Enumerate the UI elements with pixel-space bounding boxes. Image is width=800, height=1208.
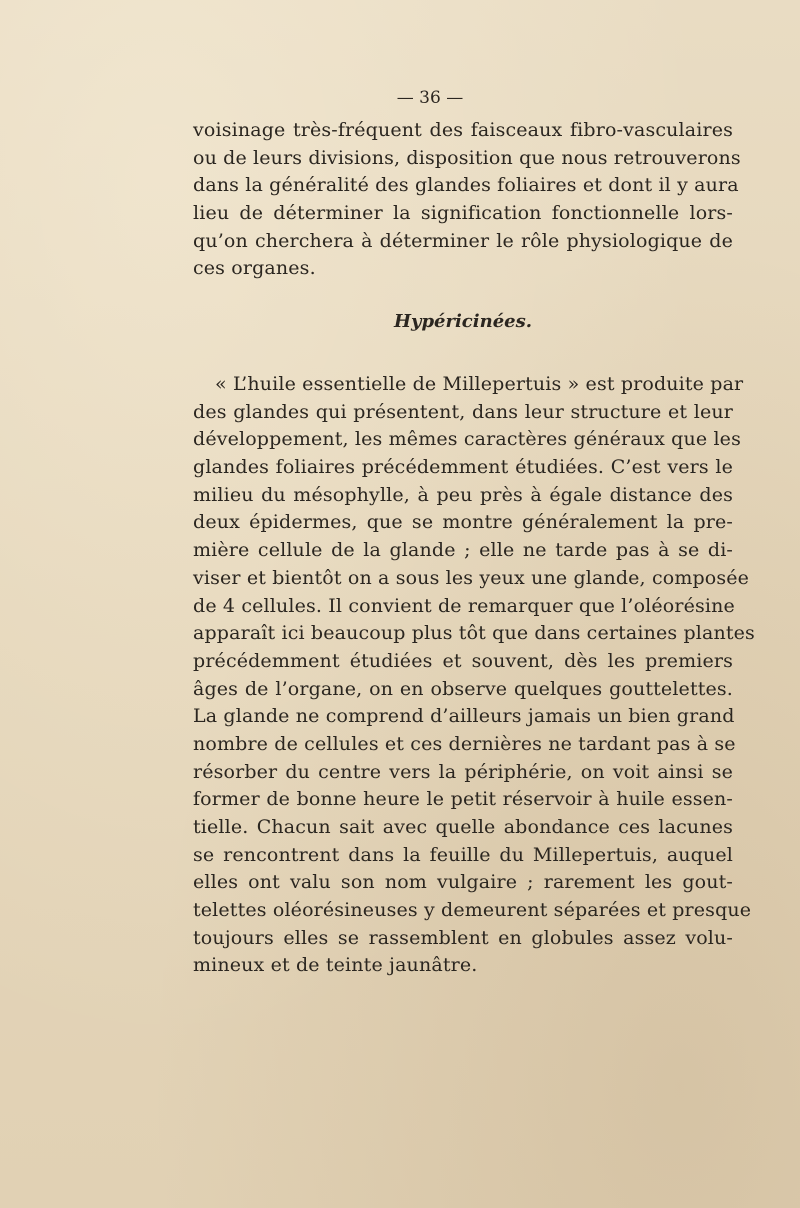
text-line: La glande ne comprend d’ailleurs jamais un bien grand xyxy=(193,705,735,728)
text-line: mière cellule de la glande ; elle ne tarde pas à se di- xyxy=(193,539,733,562)
text-line: elles ont valu son nom vulgaire ; rarement les gout- xyxy=(193,871,733,894)
paragraph-hypericinees xyxy=(193,371,755,980)
text-line: « L’huile essentielle de Millepertuis » est produite par xyxy=(215,373,744,395)
text-line: dans la généralité des glandes foliaires et dont il y aura xyxy=(193,174,739,197)
page-number: — 36 — xyxy=(396,88,464,108)
text-line: ou de leurs divisions, disposition que nous retrouverons xyxy=(193,146,741,169)
text-line: des glandes qui présentent, dans leur structure et leur xyxy=(193,400,733,423)
text-line: deux épidermes, que se montre généralement la pre- xyxy=(193,511,733,534)
text-line: tielle. Chacun sait avec quelle abondance ces lacunes xyxy=(193,816,733,838)
text-line: apparaît ici beaucoup plus tôt que dans certaines plantes xyxy=(193,622,755,645)
text-line: de 4 cellules. Il convient de remarquer que l’oléorésine xyxy=(193,594,735,617)
section-heading: Hypéricinées. xyxy=(393,311,532,332)
text-line: mineux et de teinte jaunâtre. xyxy=(193,954,478,977)
text-line: toujours elles se rassemblent en globules assez volu- xyxy=(193,926,733,949)
text-line: qu’on cherchera à déterminer le rôle physiologique de xyxy=(193,229,733,252)
text-line: glandes foliaires précédemment étudiées. C’est vers le xyxy=(193,456,733,479)
text-line: former de bonne heure le petit réservoir à huile essen- xyxy=(193,788,733,811)
text-line: précédemment étudiées et souvent, dès les premiers xyxy=(193,649,733,672)
text-line: âges de l’organe, on en observe quelques gouttelettes. xyxy=(193,677,733,700)
text-line: développement, les mêmes caractères généraux que les xyxy=(193,428,741,451)
text-line: milieu du mésophylle, à peu près à égale distance des xyxy=(193,483,733,506)
text-line: voisinage très-fréquent des faisceaux fibro-vasculaires xyxy=(193,119,733,141)
text-line: lieu de déterminer la signification fonctionnelle lors- xyxy=(193,202,733,225)
text-line: résorber du centre vers la périphérie, on voit ainsi se xyxy=(193,760,733,783)
text-line: se rencontrent dans la feuille du Millepertuis, auquel xyxy=(193,843,733,866)
paragraph-continued xyxy=(193,117,741,283)
text-line: ces organes. xyxy=(193,257,316,280)
text-line: nombre de cellules et ces dernières ne tardant pas à se xyxy=(193,732,736,755)
text-line: telettes oléorésineuses y demeurent séparées et presque xyxy=(193,899,752,922)
text-line: viser et bientôt on a sous les yeux une glande, composée xyxy=(193,566,750,589)
